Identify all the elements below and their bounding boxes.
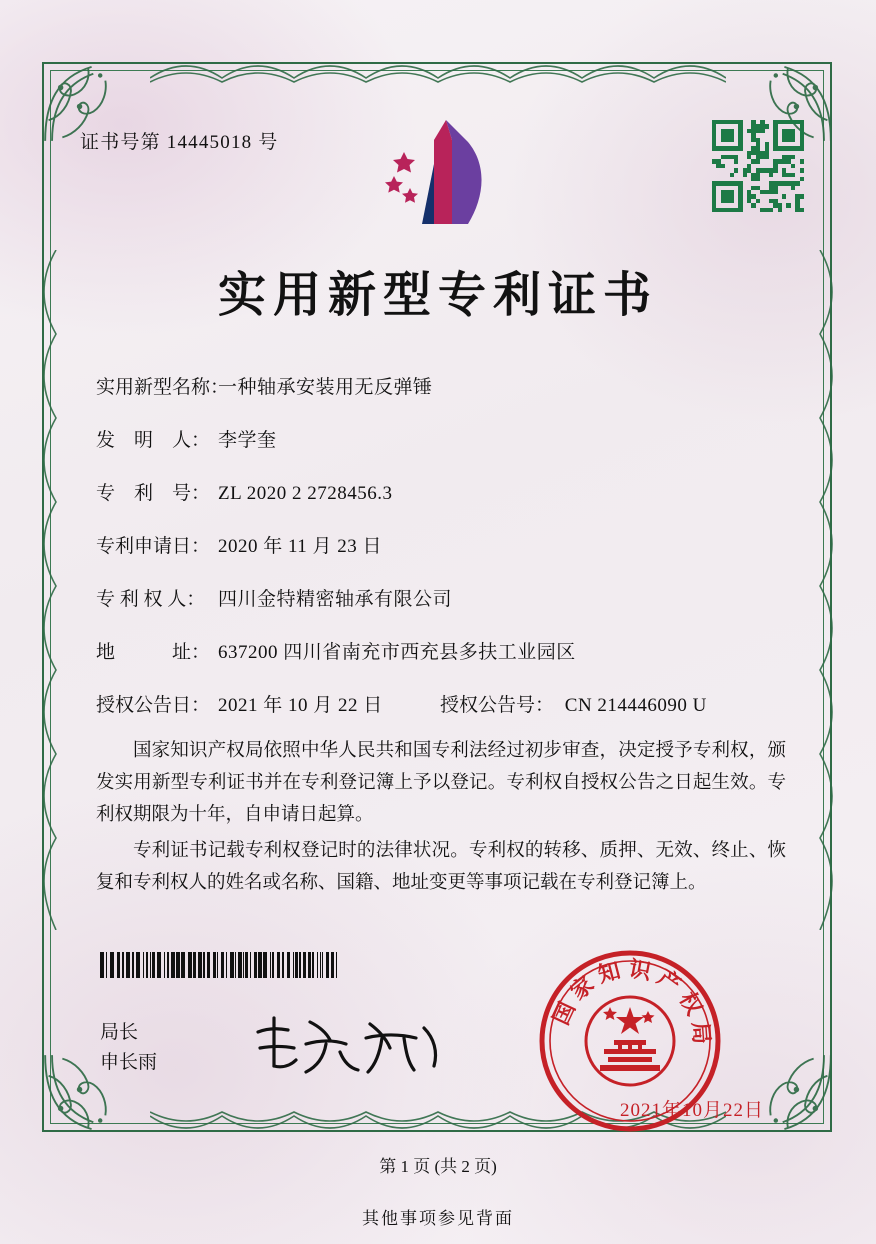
field-label: 授权公告日： [96, 695, 211, 716]
svg-text:国家知识产权局: 国家知识产权局 [548, 956, 714, 1051]
handwritten-signature-icon [248, 1008, 448, 1078]
field-value: 637200 四川省南充市西充县多扶工业园区 [218, 642, 576, 663]
field-row [96, 372, 786, 399]
field-value: 四川金特精密轴承有限公司 [218, 589, 453, 610]
seal-date: 2021年10月22日 [619, 1100, 764, 1121]
field-label: 专 利 号： [96, 483, 211, 504]
field-label: 专 利 权 人： [96, 589, 206, 610]
field-row [96, 478, 786, 505]
barcode-icon [100, 952, 340, 978]
signature-name: 申长雨 [100, 1052, 158, 1073]
field-label: 发 明 人： [96, 430, 211, 451]
paragraph: 国家知识产权局依照中华人民共和国专利法经过初步审查，决定授予专利权，颁发实用新型专利证书并在专利登记簿上予以登记。专利权自授权公告之日起生效。专利权期限为十年，自申请日起算。 [96, 741, 786, 825]
cnipa-emblem-icon [372, 112, 512, 234]
field-list [96, 372, 786, 743]
field-value: 李学奎 [218, 430, 277, 451]
certificate-number: 证书号第 14445018 号 [80, 132, 279, 153]
field-label: 专利申请日： [96, 536, 211, 557]
field-row-grant [96, 690, 786, 717]
field-value: 2021 年 10 月 22 日 [218, 695, 383, 716]
field-value-secondary: CN 214446090 U [564, 695, 707, 716]
field-row [96, 637, 786, 664]
page-indicator: 第 1 页 (共 2 页) [379, 1157, 497, 1176]
field-value: ZL 2020 2 2728456.3 [218, 483, 393, 504]
field-label-secondary: 授权公告号： [440, 695, 555, 716]
signature-role: 局长 [100, 1022, 139, 1043]
field-label: 实用新型名称： [96, 377, 230, 398]
field-label: 地 址： [96, 642, 211, 663]
field-row [96, 531, 786, 558]
signature-block [100, 1018, 157, 1078]
footer-note: 其他事项参见背面 [362, 1209, 514, 1228]
page-title: 实用新型专利证书 [217, 267, 658, 323]
field-value: 一种轴承安装用无反弹锤 [218, 377, 433, 398]
qr-code-icon [712, 120, 804, 212]
paragraph: 专利证书记载专利权登记时的法律状况。专利权的转移、质押、无效、终止、恢复和专利权人的姓名或名称、国籍、地址变更等事项记载在专利登记簿上。 [96, 841, 786, 893]
legal-text [96, 735, 786, 903]
field-value: 2020 年 11 月 23 日 [218, 536, 383, 557]
field-row [96, 584, 786, 611]
field-row [96, 425, 786, 452]
